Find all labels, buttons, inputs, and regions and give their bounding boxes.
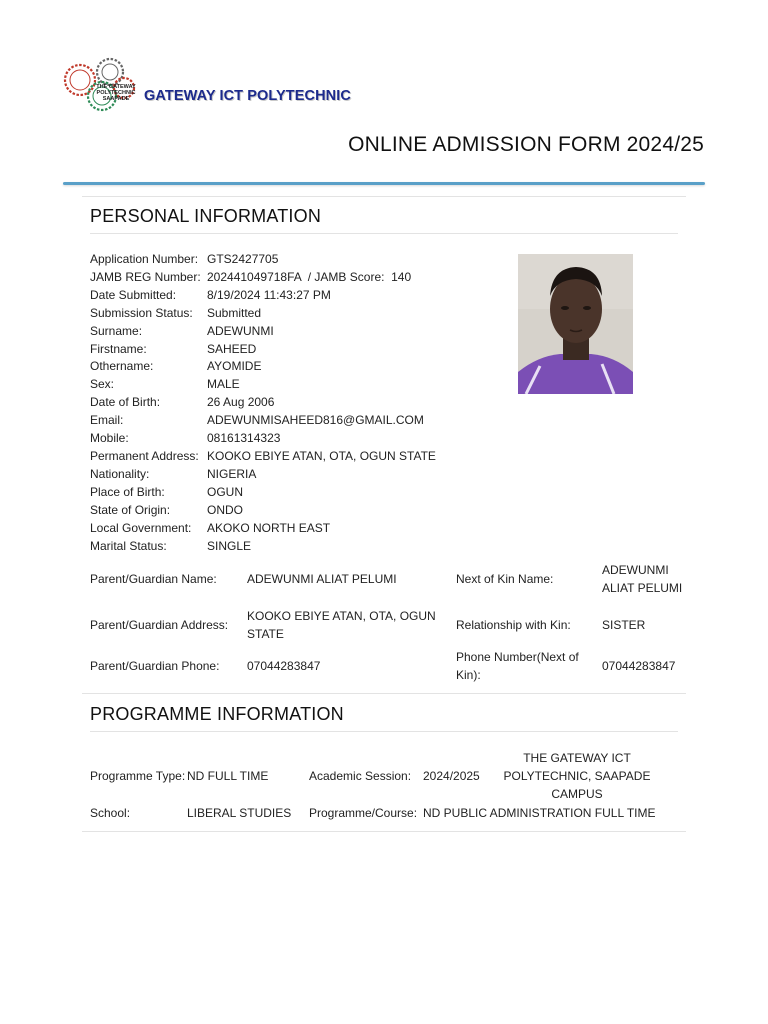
institution-name: GATEWAY ICT POLYTECHNIC [144,88,351,104]
field-label: Mobile: [90,431,129,446]
field-label: Place of Birth: [90,484,165,499]
guardian-address-value: KOOKO EBIYE ATAN, OTA, OGUN STATE [247,609,436,641]
table-row [90,602,688,648]
kin-name-label: Next of Kin Name: [456,572,554,586]
field-jamb-reg-number [90,269,520,287]
field-place-of-birth [90,484,520,502]
field-label: Marital Status: [90,538,167,553]
personal-section-divider [90,233,678,234]
field-nationality [90,466,520,484]
programme-course-value: ND PUBLIC ADMINISTRATION FULL TIME [423,806,656,820]
title-divider [63,182,705,185]
field-value: ONDO [207,502,243,517]
kin-name-value: ADEWUNMI ALIAT PELUMI [602,563,683,595]
applicant-portrait-icon [518,254,633,394]
table-row [90,748,662,804]
school-label: School: [90,806,131,820]
kin-phone-label: Phone Number(Next of Kin): [456,650,579,682]
institution-logo [62,54,352,116]
logo-seal-line: THE GATEWAY [96,84,136,90]
field-date-submitted [90,287,520,305]
programme-course-label: Programme/Course: [309,806,418,820]
field-label: Submission Status: [90,305,193,320]
field-value: Submitted [207,305,262,320]
field-sex [90,376,520,394]
personal-fields [90,251,520,555]
field-label: Surname: [90,323,143,338]
field-value: 202441049718FA / JAMB Score: 140 [207,269,412,284]
field-email [90,412,520,430]
programme-section-title: PROGRAMME INFORMATION [90,704,344,724]
field-date-of-birth [90,394,520,412]
relationship-value: SISTER [602,618,646,632]
field-label: Email: [90,413,124,428]
logo-seal-text [88,84,144,102]
field-value: SINGLE [207,538,252,553]
field-surname [90,323,520,341]
table-row [90,556,688,602]
field-value: AKOKO NORTH EAST [207,520,331,535]
programme-section-bottom-border [82,831,686,832]
logo-seal-line: SAAPADE [102,96,130,102]
guardian-phone-value: 07044283847 [247,659,321,673]
personal-section-title: PERSONAL INFORMATION [90,206,322,226]
field-marital-status [90,538,520,556]
school-value: LIBERAL STUDIES [187,806,292,820]
field-value: AYOMIDE [207,359,262,374]
programme-section-top-border [82,693,686,694]
guardian-name-value: ADEWUNMI ALIAT PELUMI [247,572,397,586]
field-othername [90,358,520,376]
programme-type-label: Programme Type: [90,769,186,783]
personal-section-top-border [82,196,686,197]
field-value: ADEWUNMISAHEED816@GMAIL.COM [207,413,424,428]
table-row [90,804,662,822]
field-firstname [90,341,520,359]
field-value: MALE [207,377,240,392]
field-value: SAHEED [207,341,257,356]
field-label: Firstname: [90,341,147,356]
guardian-address-label: Parent/Guardian Address: [90,618,229,632]
applicant-photo [518,254,633,394]
logo-seal-line: POLYTECHNIC [96,90,136,96]
campus-value: THE GATEWAY ICT POLYTECHNIC, SAAPADE CAMPUS [503,751,651,801]
field-label: Application Number: [90,252,199,266]
academic-session-label: Academic Session: [309,769,412,783]
field-label: Date of Birth: [90,395,161,410]
relationship-label: Relationship with Kin: [456,618,571,632]
field-label: Nationality: [90,466,150,481]
field-label: State of Origin: [90,502,171,517]
field-permanent-address [90,448,520,466]
field-value: KOOKO EBIYE ATAN, OTA, OGUN STATE [207,448,436,463]
guardian-name-label: Parent/Guardian Name: [90,572,217,586]
form-title: ONLINE ADMISSION FORM 2024/25 [348,133,704,156]
field-value: 08161314323 [207,431,281,446]
programme-type-value: ND FULL TIME [187,769,269,783]
field-label: Date Submitted: [90,287,177,302]
field-state-of-origin [90,502,520,520]
field-label: Local Government: [90,520,192,535]
field-value: GTS2427705 [207,252,279,266]
field-value: 8/19/2024 11:43:27 PM [207,287,331,302]
guardian-phone-label: Parent/Guardian Phone: [90,659,220,673]
field-value: ADEWUNMI [207,323,274,338]
field-label: Permanent Address: [90,448,199,463]
field-label: JAMB REG Number: [90,269,201,284]
guardian-table [90,556,688,684]
field-application-number [90,251,520,269]
field-mobile [90,430,520,448]
field-value: NIGERIA [207,466,257,481]
field-local-government [90,520,520,538]
programme-section-divider [90,731,678,732]
field-value: OGUN [207,484,243,499]
field-submission-status [90,305,520,323]
field-label: Othername: [90,359,154,374]
academic-session-value: 2024/2025 [423,769,480,783]
field-label: Sex: [90,377,115,392]
field-value: 26 Aug 2006 [207,395,275,410]
kin-phone-value: 07044283847 [602,659,676,673]
programme-table [90,748,662,822]
table-row [90,648,688,684]
